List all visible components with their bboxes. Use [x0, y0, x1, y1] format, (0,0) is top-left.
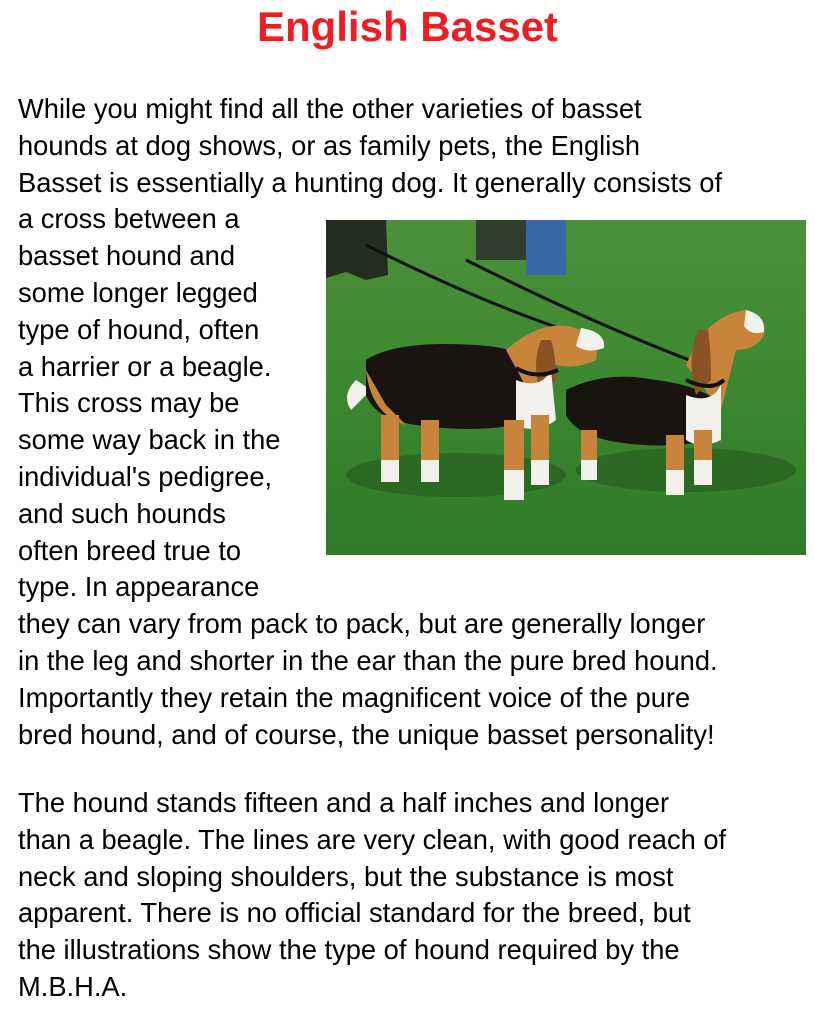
page-title: English Basset	[256, 3, 559, 50]
body-paragraph-two	[18, 785, 808, 1006]
text-line: M.B.H.A.	[18, 970, 128, 1002]
text-line: While you might find all the other varieties of basset	[18, 93, 642, 124]
text-line: individual's pedigree,	[18, 460, 273, 492]
text-line: some way back in the	[18, 424, 281, 456]
background-jeans	[526, 220, 566, 275]
text-line: apparent. There is no official standard for the breed, but	[18, 897, 691, 929]
text-line: bred hound, and of course, the unique basset personality!	[18, 718, 715, 750]
text-line: type of hound, often	[18, 313, 260, 345]
text-line: they can vary from pack to pack, but are generally longer	[18, 608, 706, 640]
text-line: neck and sloping shoulders, but the substance is most	[18, 860, 674, 892]
text-line: in the leg and shorter in the ear than the pure bred hound.	[18, 644, 718, 676]
text-line: This cross may be	[18, 387, 240, 419]
text-line: hounds at dog shows, or as family pets, the English	[18, 129, 641, 161]
text-line: the illustrations show the type of hound required by the	[18, 934, 680, 966]
text-line: a harrier or a beagle.	[18, 350, 272, 382]
basset-hounds-photo	[326, 220, 806, 555]
hound-shadow	[576, 448, 796, 492]
text-line: often breed true to	[18, 534, 242, 566]
text-line: a cross between a	[18, 203, 240, 235]
text-line: Basset is essentially a hunting dog. It generally consists of	[18, 166, 723, 198]
text-line: basset hound and	[18, 240, 236, 272]
text-line: Importantly they retain the magnificent voice of the pure	[18, 681, 691, 713]
photo-illustration	[326, 220, 806, 555]
text-line: some longer legged	[18, 276, 258, 308]
text-line: type. In appearance	[18, 571, 260, 603]
text-line: and such hounds	[18, 497, 226, 529]
text-line: The hound stands fifteen and a half inches and longer	[18, 787, 670, 818]
text-line: than a beagle. The lines are very clean, with good reach of	[18, 823, 727, 855]
